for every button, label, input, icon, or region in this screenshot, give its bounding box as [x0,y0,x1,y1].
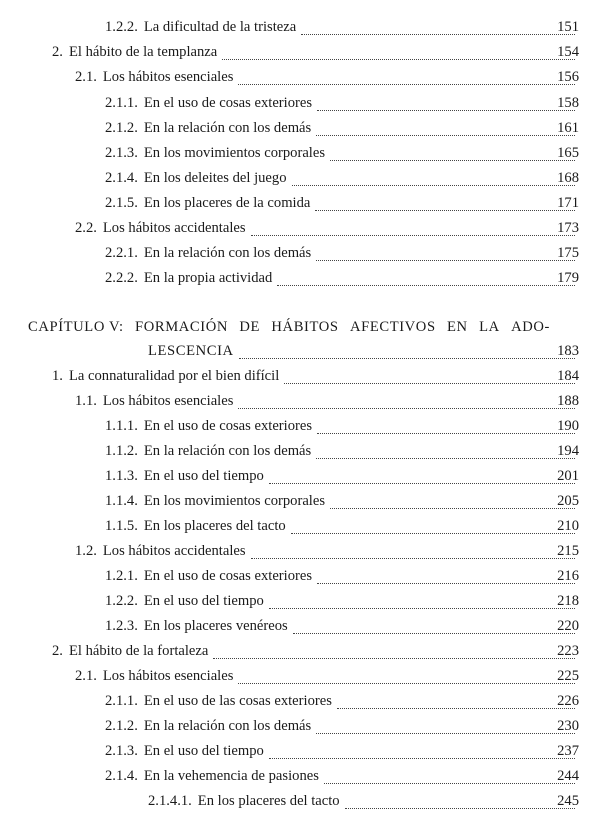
toc-entry [105,718,579,738]
entry-title: El hábito de la templanza [68,44,218,60]
toc-entry [105,493,579,513]
toc-entry [75,668,579,688]
page-number: 218 [557,593,579,609]
page-number: 156 [557,69,579,85]
toc-entry [105,468,579,488]
toc-entry [148,793,579,813]
entry-title: En el uso del tiempo [143,593,264,609]
entry-title: En los placeres del tacto [197,793,340,809]
chapter-heading-continued [148,343,579,363]
toc-entry [105,518,579,538]
toc-entry [105,195,579,215]
dot-leader [345,808,575,809]
chapter-label: CAPÍTULO V: [28,319,124,335]
entry-title: En la relación con los demás [143,718,312,734]
page-number: 220 [557,618,579,634]
page-number: 215 [557,543,579,559]
page-number: 158 [557,95,579,111]
entry-title: El hábito de la fortaleza [68,643,209,659]
toc-entry [52,643,579,663]
entry-number: 1.1.5. [105,518,138,534]
entry-number: 2.1.1. [105,95,138,111]
dot-leader [317,433,575,434]
chapter-title-word: ADO- [511,319,550,335]
dot-leader [284,383,575,384]
toc-entry [105,443,579,463]
toc-entry [105,145,579,165]
entry-number: 1.2.1. [105,568,138,584]
entry-title: En el uso del tiempo [143,743,264,759]
entry-title: En el uso de cosas exteriores [143,568,313,584]
toc-entry [105,618,579,638]
entry-number: 1.1.1. [105,418,138,434]
dot-leader [316,458,575,459]
entry-title: La connaturalidad por el bien difícil [68,368,280,384]
entry-title: Los hábitos esenciales [102,668,234,684]
page-number: 179 [557,270,579,286]
dot-leader [222,59,575,60]
entry-number: 2.1.5. [105,195,138,211]
dot-leader [316,135,575,136]
chapter-title-word: HÁBITOS [271,319,339,335]
entry-title: En la vehemencia de pasiones [143,768,319,784]
dot-leader [330,160,575,161]
entry-title: En la relación con los demás [143,443,312,459]
dot-leader [293,633,575,634]
toc-entry [105,743,579,763]
page-number: 171 [557,195,579,211]
chapter-title-word: AFECTIVOS [349,319,436,335]
page-number: 225 [557,668,579,684]
entry-number: 1.2.2. [105,19,138,35]
toc-entry [75,543,579,563]
page-number: 168 [557,170,579,186]
page-number: 205 [557,493,579,509]
toc-entry [52,368,579,388]
page-number: 223 [557,643,579,659]
entry-title: En los placeres del tacto [143,518,286,534]
toc-entry [75,69,579,89]
entry-title: En los deleites del juego [143,170,287,186]
entry-number: 1.1. [75,393,97,409]
chapter-title-word: LA [479,319,500,335]
entry-title: Los hábitos esenciales [102,393,234,409]
dot-leader [317,110,575,111]
entry-number: 2.1.4. [105,170,138,186]
entry-number: 2.2.1. [105,245,138,261]
dot-leader [251,235,575,236]
entry-number: 2.1.1. [105,693,138,709]
page-number: 244 [557,768,579,784]
toc-entry [105,418,579,438]
chapter-title-word: DE [239,319,261,335]
page-number: 237 [557,743,579,759]
toc-entry [105,693,579,713]
page-number: 151 [557,19,579,35]
entry-title: En el uso de cosas exteriores [143,418,313,434]
dot-leader [269,608,575,609]
page-number: 245 [557,793,579,809]
entry-number: 1.1.3. [105,468,138,484]
entry-number: 2.1.3. [105,743,138,759]
dot-leader [337,708,575,709]
page-number: 184 [557,368,579,384]
page-number: 190 [557,418,579,434]
dot-leader [239,358,575,359]
entry-title: La dificultad de la tristeza [143,19,297,35]
page-number: 226 [557,693,579,709]
toc-entry [105,95,579,115]
entry-title: Los hábitos accidentales [102,543,246,559]
page-number: 175 [557,245,579,261]
toc-entry [52,44,579,64]
entry-title: En la propia actividad [143,270,273,286]
toc-entry [105,245,579,265]
entry-number: 1.2.3. [105,618,138,634]
toc-entry [105,120,579,140]
entry-title: En la relación con los demás [143,120,312,136]
page-number: 230 [557,718,579,734]
entry-number: 2.1.3. [105,145,138,161]
toc-entry [75,393,579,413]
entry-number: 2.1.4. [105,768,138,784]
dot-leader [315,210,575,211]
toc-entry [75,220,579,240]
toc-entry [105,568,579,588]
dot-leader [269,758,575,759]
dot-leader [238,683,575,684]
entry-number: 2.1.4.1. [148,793,192,809]
entry-title: En los placeres venéreos [143,618,288,634]
entry-number: 2. [52,643,63,659]
entry-number: 2.2. [75,220,97,236]
toc-entry [105,768,579,788]
entry-number: 2.2.2. [105,270,138,286]
dot-leader [277,285,575,286]
page-number: 201 [557,468,579,484]
page-number: 216 [557,568,579,584]
entry-title: En los movimientos corporales [143,145,326,161]
toc-entry [105,593,579,613]
chapter-heading [28,319,550,336]
dot-leader [317,583,575,584]
chapter-title-word: EN [447,319,468,335]
dot-leader [291,533,575,534]
entry-title: Los hábitos accidentales [102,220,246,236]
chapter-title-word: FORMACIÓN [135,319,229,335]
page-number: 188 [557,393,579,409]
dot-leader [292,185,575,186]
entry-title: Los hábitos esenciales [102,69,234,85]
toc-entry [105,170,579,190]
entry-title: En los placeres de la comida [143,195,311,211]
dot-leader [316,260,575,261]
page-number: 194 [557,443,579,459]
page-number: 183 [557,343,579,359]
entry-title: En el uso del tiempo [143,468,264,484]
entry-number: 1.1.2. [105,443,138,459]
entry-number: 1.2. [75,543,97,559]
entry-title: En el uso de cosas exteriores [143,95,313,111]
entry-number: 1. [52,368,63,384]
entry-number: 2. [52,44,63,60]
page-number: 161 [557,120,579,136]
entry-number: 2.1.2. [105,718,138,734]
page-number: 165 [557,145,579,161]
dot-leader [238,408,575,409]
dot-leader [269,483,575,484]
entry-title: En el uso de las cosas exteriores [143,693,332,709]
page-number: 154 [557,44,579,60]
entry-title: En la relación con los demás [143,245,312,261]
entry-title: En los movimientos corporales [143,493,326,509]
toc-entry [105,19,579,39]
page-number: 210 [557,518,579,534]
dot-leader [316,733,575,734]
dot-leader [213,658,575,659]
toc-entry [105,270,579,290]
dot-leader [251,558,575,559]
entry-number: 1.2.2. [105,593,138,609]
entry-number: 2.1. [75,668,97,684]
dot-leader [324,783,575,784]
dot-leader [330,508,575,509]
chapter-title-line2: LESCENCIA [148,343,234,359]
entry-number: 2.1.2. [105,120,138,136]
page-number: 173 [557,220,579,236]
dot-leader [301,34,575,35]
entry-number: 1.1.4. [105,493,138,509]
dot-leader [238,84,575,85]
entry-number: 2.1. [75,69,97,85]
